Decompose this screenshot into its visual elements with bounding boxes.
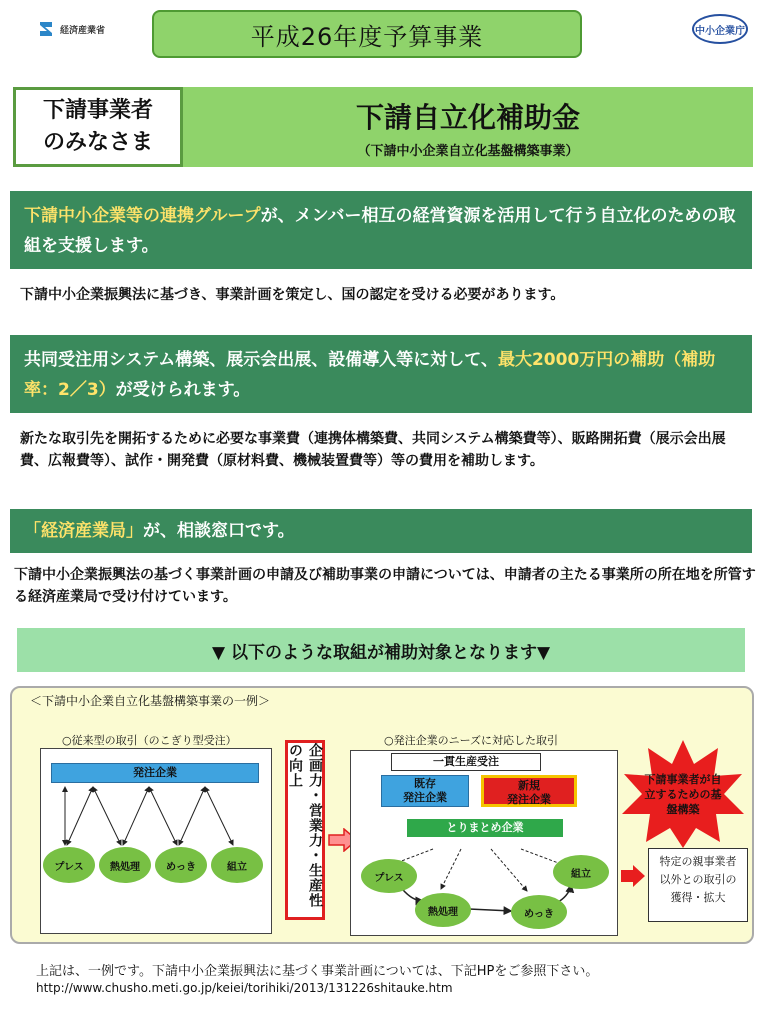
eligible-banner: ▼ 以下のような取組が補助対象となります▼ <box>17 628 745 672</box>
old-node-assembly: 組立 <box>211 847 263 883</box>
old-node-press: プレス <box>43 847 95 883</box>
new-node-press: プレス <box>361 859 417 893</box>
result-arrow-icon <box>620 864 646 888</box>
new-ordering-company <box>481 775 577 807</box>
example-diagram <box>10 686 754 944</box>
existing-company-label: 発注企業 <box>403 791 447 804</box>
subsidy-pre: 共同受注用システム構築、展示会出展、設備導入等に対して、 <box>24 350 498 370</box>
support-text: が、メンバー相互の経営資源を活用して行う自立化のための取組を支援します。 <box>24 206 736 256</box>
contact-text: が、相談窓口です。 <box>143 521 295 541</box>
main-subtitle: （下請中小企業自立化基盤構築事業） <box>357 143 579 159</box>
ministry-name: 経済産業省 <box>60 25 106 36</box>
contact-highlight: 「経済産業局」 <box>24 521 143 541</box>
new-node-heat: 熱処理 <box>415 893 471 927</box>
new-node-assembly: 組立 <box>553 855 609 889</box>
support-band <box>10 191 752 269</box>
subsidy-band <box>10 335 752 413</box>
target-line1: 下請事業者 <box>42 98 153 123</box>
new-model-caption: ○発注企業のニーズに対応した取引 <box>384 734 559 747</box>
example-caption: ＜下請中小企業自立化基盤構築事業の一例＞ <box>30 694 271 708</box>
coordinating-company: とりまとめ企業 <box>407 819 563 837</box>
subsidy-highlight: 最大2000万円の補助（補助率：2／3） <box>24 350 716 400</box>
contact-band <box>10 509 752 553</box>
existing-label: 既存 <box>414 777 436 790</box>
star-text: 下請事業者が自立するための基盤構築 <box>644 773 722 816</box>
requirement-note: 下請中小企業振興法に基づき、事業計画を策定し、国の認定を受ける必要があります。 <box>20 287 565 303</box>
meti-logo <box>36 16 136 42</box>
old-model-caption: ○従来型の取引（のこぎり型受注） <box>62 734 237 747</box>
support-highlight: 下請中小企業等の連携グループ <box>24 206 261 226</box>
agency-logo: 中小企業庁 <box>692 14 748 44</box>
application-note: 下請中小企業振興法の基づく事業計画の申請及び補助事業の申請については、申請者の主たる事業所の所在地を所管する経済産業局で受け付けています。 <box>14 567 756 605</box>
meti-logo-icon <box>36 19 56 39</box>
target-audience-box <box>13 87 183 167</box>
existing-ordering-company <box>381 775 469 807</box>
footer-note: 上記は、一例です。下請中小企業振興法に基づく事業計画については、下記HPをご参照下さい。 <box>36 964 599 979</box>
footer-url[interactable]: http://www.chusho.meti.go.jp/keiei/torihiki/2013/131226shitauke.htm <box>36 981 453 995</box>
old-node-plating: めっき <box>155 847 207 883</box>
improvement-box: 企画力・営業力・生産性の向上 <box>285 740 325 920</box>
old-ordering-company: 発注企業 <box>51 763 259 783</box>
main-title: 下請自立化補助金 <box>355 100 580 134</box>
main-title-box <box>183 87 753 167</box>
integrated-production-label: 一貫生産受注 <box>391 753 541 771</box>
result-box: 特定の親事業者以外との取引の獲得・拡大 <box>648 848 748 922</box>
subsidy-post: が受けられます。 <box>115 380 251 400</box>
old-model-box <box>40 748 272 934</box>
new-model-box <box>350 750 618 936</box>
target-line2: のみなさま <box>42 130 153 155</box>
new-node-plating: めっき <box>511 895 567 929</box>
new-label: 新規 <box>518 779 540 792</box>
new-company-label: 発注企業 <box>507 793 551 806</box>
budget-title: 平成26年度予算事業 <box>152 10 582 58</box>
expense-note: 新たな取引先を開拓するために必要な事業費（連携体構築費、共同システム構築費等）、販路開拓費（展示会出展費、広報費等）、試作・開発費（原材料費、機械装置費等）等の費用を補助します。 <box>20 431 726 469</box>
old-node-heat: 熱処理 <box>99 847 151 883</box>
